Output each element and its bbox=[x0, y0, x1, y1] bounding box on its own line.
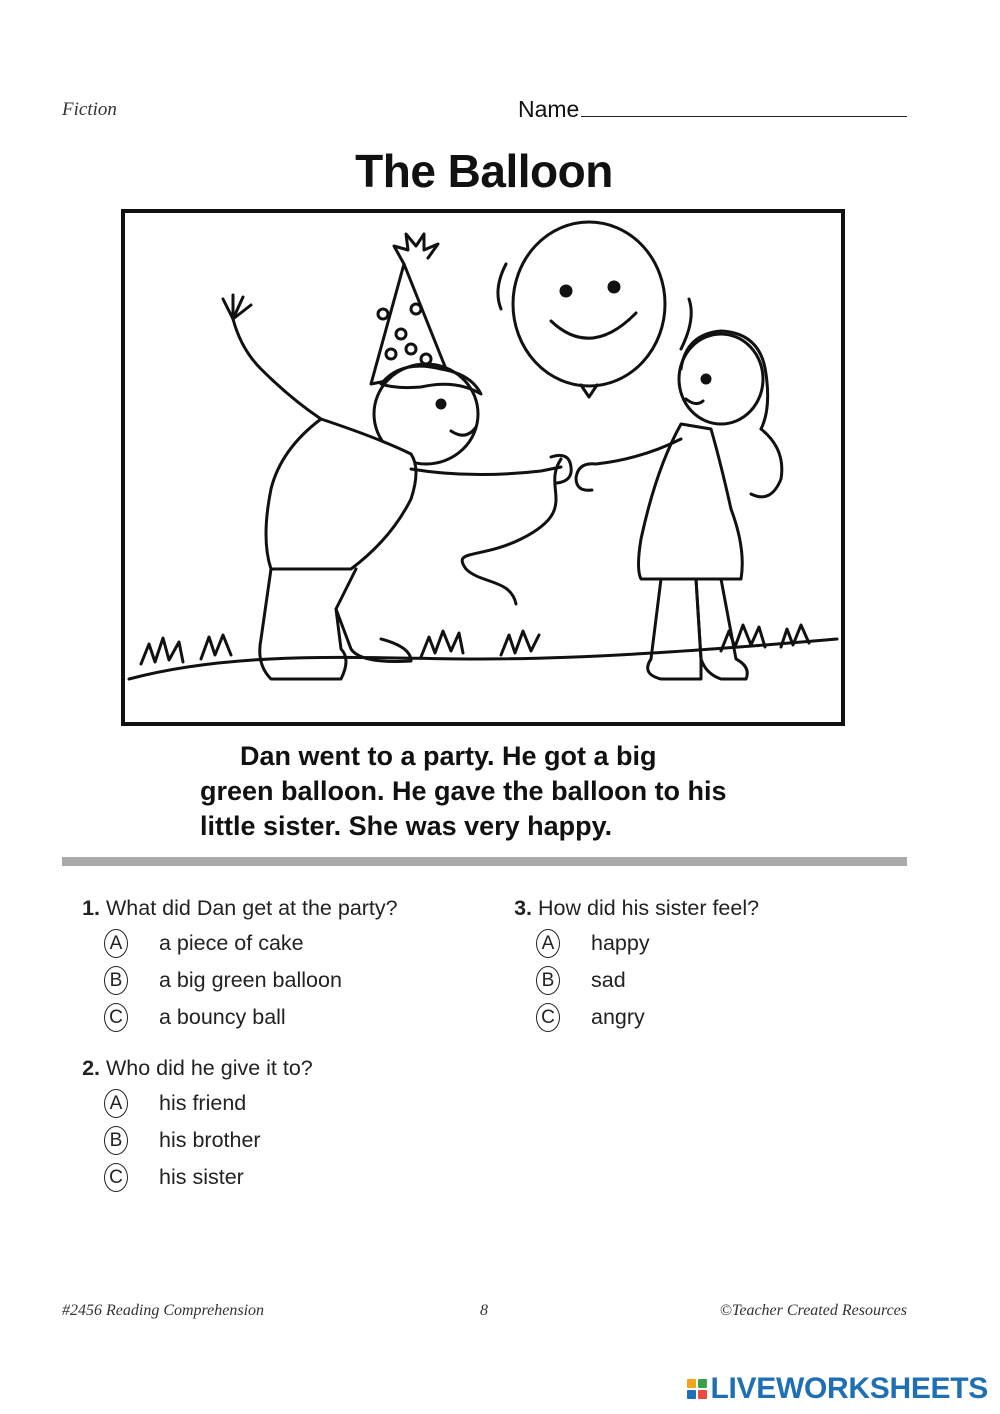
question-number: 2. bbox=[82, 1056, 100, 1080]
answer-option[interactable] bbox=[76, 1085, 313, 1122]
answer-text: his sister bbox=[159, 1165, 244, 1189]
answer-text: a bouncy ball bbox=[159, 1005, 286, 1029]
name-underline[interactable] bbox=[581, 98, 907, 117]
question-text: What did Dan get at the party? bbox=[106, 896, 398, 920]
genre-label: Fiction bbox=[62, 99, 117, 120]
answer-text: a big green balloon bbox=[159, 968, 342, 992]
name-field[interactable] bbox=[518, 96, 907, 123]
answer-bubble-b[interactable]: B bbox=[104, 1126, 128, 1155]
question-text: Who did he give it to? bbox=[106, 1056, 313, 1080]
footer-page-number: 8 bbox=[480, 1302, 488, 1319]
section-divider bbox=[62, 857, 907, 866]
answer-text: happy bbox=[591, 931, 650, 955]
question-2 bbox=[76, 1052, 313, 1196]
answer-option[interactable] bbox=[76, 1159, 313, 1196]
answer-text: a piece of cake bbox=[159, 931, 304, 955]
logo-mark-icon bbox=[687, 1379, 707, 1399]
answer-bubble-c[interactable]: C bbox=[104, 1003, 128, 1032]
footer-book-title: #2456 Reading Comprehension bbox=[62, 1302, 265, 1319]
question-3 bbox=[508, 892, 759, 1036]
answer-text: his friend bbox=[159, 1091, 247, 1115]
question-text: How did his sister feel? bbox=[538, 896, 760, 920]
balloon-illustration bbox=[121, 209, 845, 726]
story-line: Dan went to a party. He got a big bbox=[240, 741, 657, 771]
answer-bubble-c[interactable]: C bbox=[104, 1163, 128, 1192]
answer-option[interactable] bbox=[508, 962, 759, 999]
answer-text: angry bbox=[591, 1005, 645, 1029]
answer-bubble-a[interactable]: A bbox=[536, 929, 560, 958]
answer-bubble-a[interactable]: A bbox=[104, 1089, 128, 1118]
answer-option[interactable] bbox=[76, 925, 398, 962]
name-label: Name bbox=[518, 96, 580, 122]
story-line: little sister. She was very happy. bbox=[200, 811, 613, 841]
page-title: The Balloon bbox=[355, 145, 613, 197]
answer-bubble-a[interactable]: A bbox=[104, 929, 128, 958]
footer-copyright: ©Teacher Created Resources bbox=[719, 1302, 907, 1319]
answer-option[interactable] bbox=[76, 999, 398, 1036]
answer-text: sad bbox=[591, 968, 626, 992]
liveworksheets-logo[interactable] bbox=[687, 1374, 989, 1404]
story-line: green balloon. He gave the balloon to his bbox=[200, 776, 727, 806]
answer-option[interactable] bbox=[508, 999, 759, 1036]
answer-bubble-b[interactable]: B bbox=[536, 966, 560, 995]
answer-text: his brother bbox=[159, 1128, 261, 1152]
logo-wordmark: LIVEWORKSHEETS bbox=[710, 1372, 988, 1405]
answer-option[interactable] bbox=[76, 962, 398, 999]
question-1 bbox=[76, 892, 398, 1036]
answer-bubble-b[interactable]: B bbox=[104, 966, 128, 995]
answer-option[interactable] bbox=[76, 1122, 313, 1159]
question-number: 1. bbox=[82, 896, 100, 920]
answer-bubble-c[interactable]: C bbox=[536, 1003, 560, 1032]
answer-option[interactable] bbox=[508, 925, 759, 962]
story-text bbox=[200, 739, 820, 844]
question-number: 3. bbox=[514, 896, 532, 920]
